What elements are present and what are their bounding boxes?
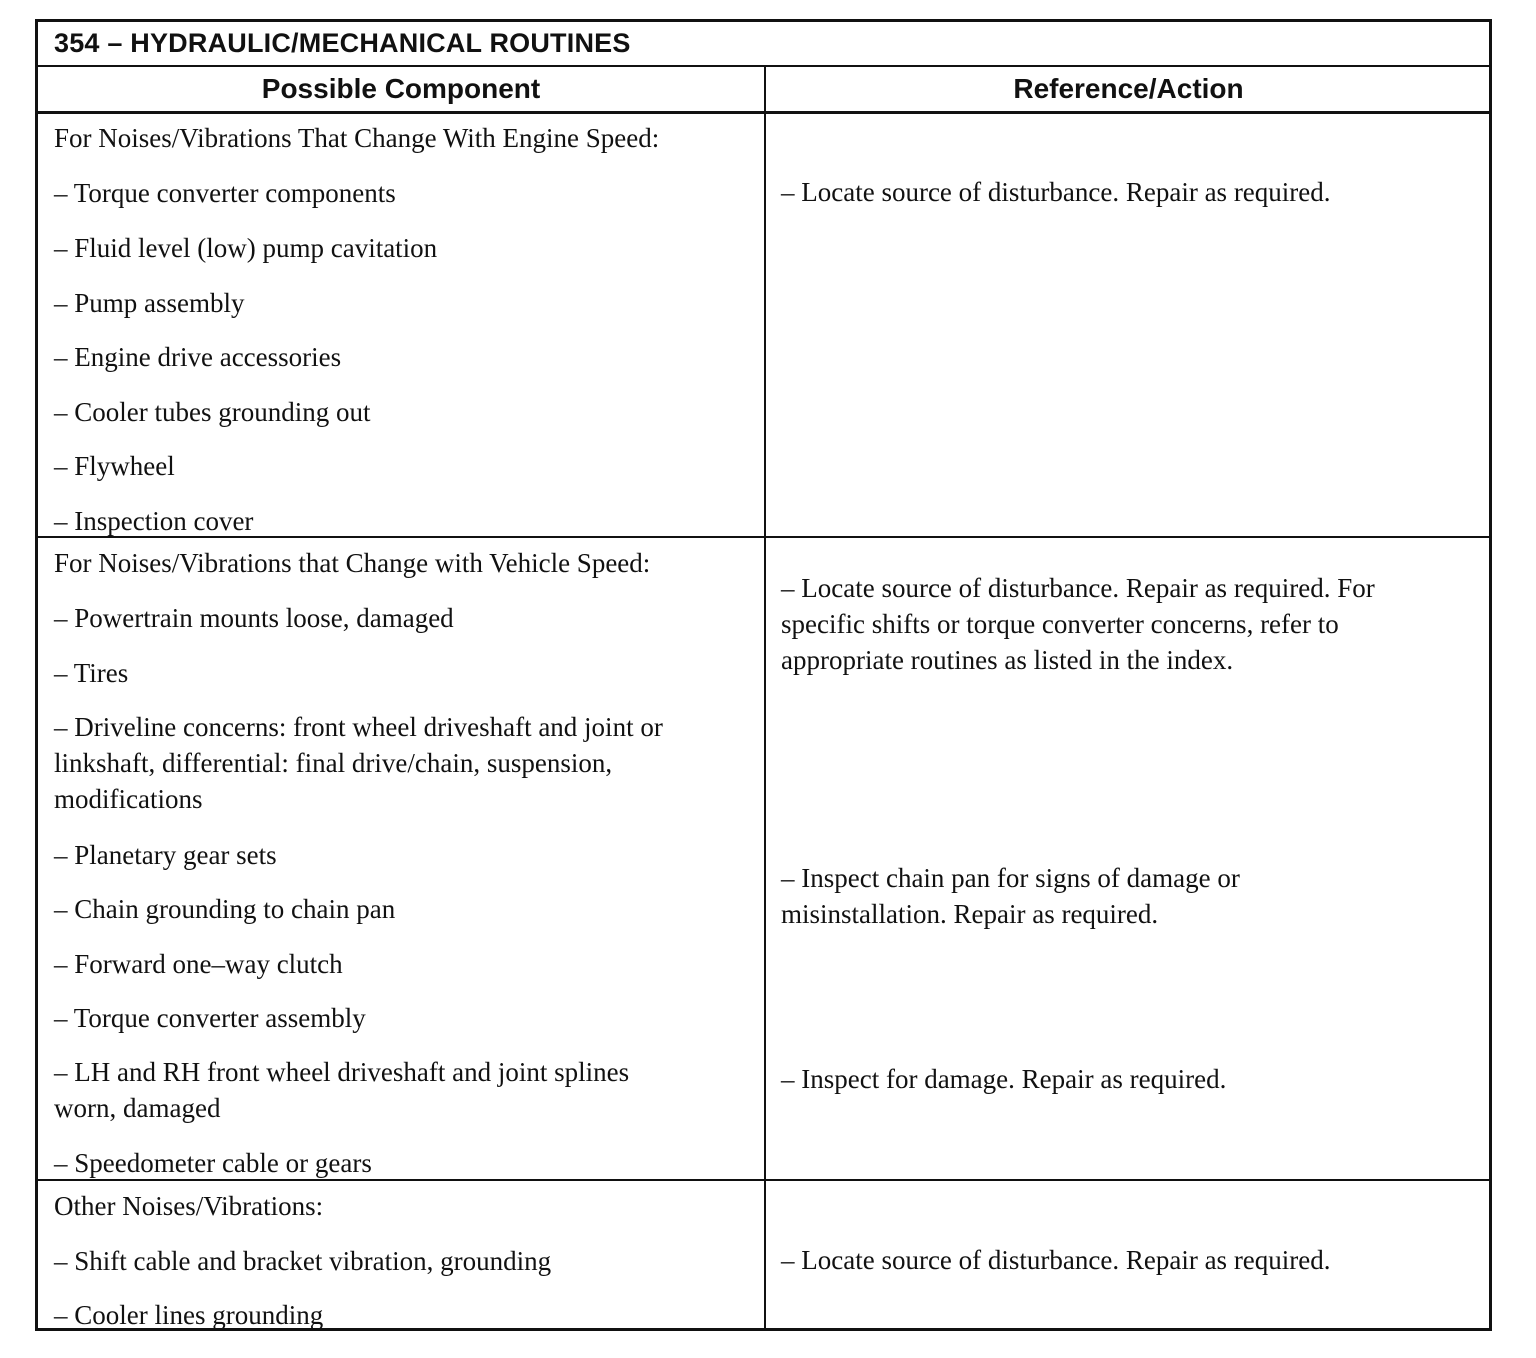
component-item: – Forward one–way clutch [54,949,343,979]
component-item: – Inspection cover [54,506,254,536]
section-heading-other: Other Noises/Vibrations: [54,1191,324,1221]
routines-table [35,19,1492,1331]
table-title-bar [38,22,1489,67]
section-heading-vehicle-speed: For Noises/Vibrations that Change with Vehicle Speed: [54,548,651,578]
component-item: – Cooler tubes grounding out [54,397,371,427]
component-item: – Speedometer cable or gears [54,1148,372,1178]
action-item: – Locate source of disturbance. Repair as required. For specific shifts or torque converter concerns, refer to appropriate routines as listed in the index. [781,573,1375,675]
component-item: – Driveline concerns: front wheel driveshaft and joint or linkshaft, differential: final drive/chain, suspension, modifications [54,712,663,814]
component-item: – Powertrain mounts loose, damaged [54,603,454,633]
component-item: – Torque converter components [54,178,396,208]
action-item: – Locate source of disturbance. Repair as required. [781,1245,1331,1275]
table-title: 354 – HYDRAULIC/MECHANICAL ROUTINES [54,28,631,58]
component-item: – Engine drive accessories [54,342,342,372]
section-heading-engine-speed: For Noises/Vibrations That Change With Engine Speed: [54,123,660,153]
component-item: – LH and RH front wheel driveshaft and joint splines worn, damaged [54,1057,630,1123]
component-item: – Cooler lines grounding [54,1300,324,1330]
action-item: – Inspect chain pan for signs of damage or misinstallation. Repair as required. [781,863,1240,929]
header-reference-action: Reference/Action [1013,73,1244,104]
component-item: – Chain grounding to chain pan [54,894,396,924]
component-item: – Flywheel [54,451,175,481]
action-item: – Locate source of disturbance. Repair as required. [781,177,1331,207]
action-item: – Inspect for damage. Repair as required. [781,1064,1227,1094]
component-item: – Tires [54,658,129,688]
component-item: – Planetary gear sets [54,840,277,870]
component-item: – Pump assembly [54,288,245,318]
header-possible-component: Possible Component [261,73,541,104]
component-item: – Fluid level (low) pump cavitation [54,233,438,263]
component-item: – Torque converter assembly [54,1003,366,1033]
column-divider [764,67,766,1328]
component-item: – Shift cable and bracket vibration, grounding [54,1246,552,1276]
